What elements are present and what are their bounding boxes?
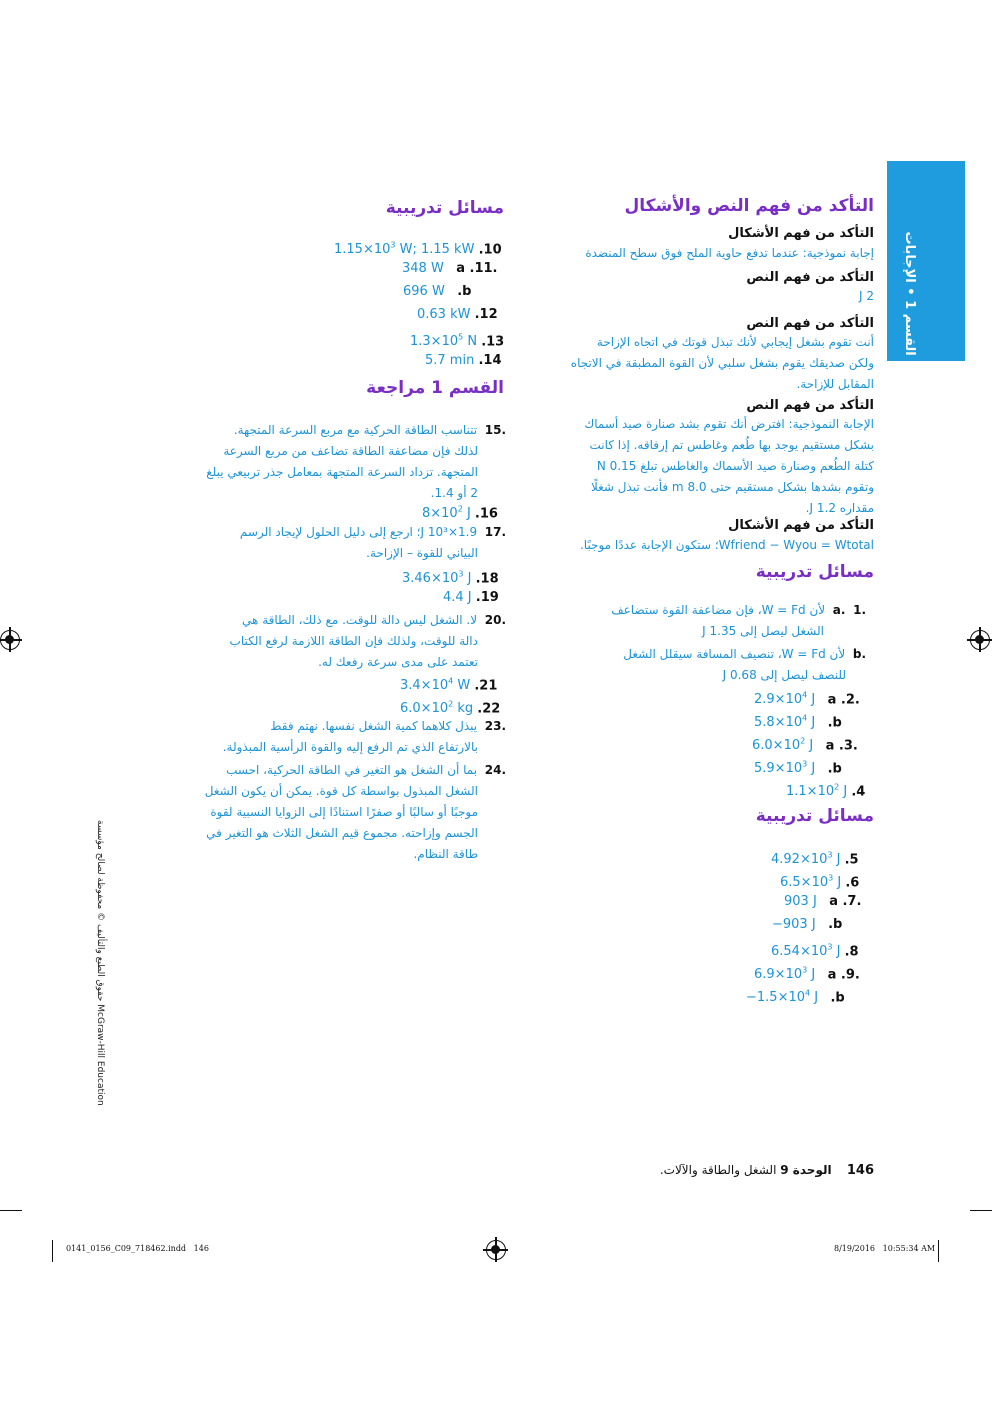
answer-line: بالارتفاع الذي تم الرفع إليه والقوة الرأسية المبذولة. — [222, 740, 478, 754]
registration-mark-bottom — [486, 1240, 506, 1260]
check-answer: إجابة نموذجية: عندما تدفع حاوية الملح فوق سطح المنضدة — [585, 246, 874, 260]
answer-line: الإجابة النموذجية: افترض أنك تقوم بشد صنارة صيد أسماك — [584, 417, 874, 431]
answer-line: الجسم وإزاحته. مجموع قيم الشغل الثلاث هو التغير في — [206, 826, 478, 840]
answer-3b: $5.9\times 10^3$ J .b — [754, 760, 842, 777]
answer-line: لذلك فإن مضاعفة الطاقة تضاعف من مربع السرعة — [223, 444, 478, 458]
copyright-notice: حقوق الطبع والتأليف © محفوظة لصالح مؤسسة McGraw-Hill Education — [95, 820, 105, 1106]
answer-line: الشغل المبذول بواسطة كل قوة. يمكن أن يكون الشغل — [204, 784, 478, 798]
answer-9a: $6.9\times 10^3$ J a .9. — [754, 966, 860, 983]
answer-line: كتلة الطُعم وصنارة صيد الأسماك والغاطس تبلغ 0.15 N — [596, 459, 874, 473]
unit-title: الشغل والطاقة والآلات. — [659, 1163, 777, 1177]
answer-line: الشغل ليصل إلى 1.35 J — [702, 624, 824, 638]
answer-line: المتجهة. تزداد السرعة المتجهة بمعامل جذر تربيعي يبلغ — [206, 465, 478, 479]
section-tab — [887, 161, 965, 361]
answer-14: 5.7 min .14 — [425, 353, 502, 368]
answer-22: $6.0\times 10^2$ kg .22 — [400, 700, 501, 717]
answer-20: .20 لا. الشغل ليس دالة للوقت. مع ذلك، الطاقة هي دالة للوقت، ولذلك فإن الطاقة اللازمة لرفع الكتاب تعتمد على مدى سرعة رفعك له. — [186, 610, 506, 673]
answer-19: 4.4 J .19 — [443, 590, 499, 605]
answer-line: يبذل كلاهما كمية الشغل نفسها. نهتم فقط — [270, 719, 478, 733]
answer-17: .17 1.9×10³ J؛ ارجع إلى دليل الحلول لإيجاد الرسم البياني للقوة – الإزاحة. — [186, 522, 506, 564]
registration-mark-right — [970, 630, 990, 650]
answer-line: ولكن صديقك يقوم بشغل سلبي لأن القوة المطبقة في الاتجاه — [570, 356, 874, 370]
answer-line: 2 أو 1.4. — [430, 486, 478, 500]
crop-mark — [970, 1210, 992, 1211]
answer-line: أنت تقوم بشغل إيجابي لأنك تبذل قوتك في اتجاه الإزاحة — [596, 335, 874, 349]
answer-line: بما أن الشغل هو التغير في الطاقة الحركية، احسب — [226, 763, 478, 777]
check-heading: التأكد من فهم النص — [746, 316, 874, 331]
answer-line: للنصف ليصل إلى 0.68 J — [722, 668, 846, 682]
answer-10: $1.15\times 10^3$ W; 1.15 kW .10 — [334, 241, 502, 258]
answer-2b: $5.8\times 10^4$ J .b — [754, 714, 842, 731]
answer-18: $3.46\times 10^3$ J .18 — [402, 570, 499, 587]
answer-15: .15 تتناسب الطاقة الحركية مع مربع السرعة المتجهة. لذلك فإن مضاعفة الطاقة تضاعف من مربع السرعة المتجهة. تزداد السرعة المتجهة بمعامل جذر تربيعي يبلغ 2 أو 1.4. — [186, 420, 506, 504]
check-heading: التأكد من فهم النص — [746, 270, 874, 285]
crop-mark — [938, 1240, 939, 1262]
answer-11a: 348 W a .11. — [402, 261, 498, 276]
answer-line: مقداره 1.2 J. — [805, 501, 874, 515]
check-heading: التأكد من فهم النص — [746, 398, 874, 413]
answer-7a: 903 J a .7. — [784, 894, 862, 909]
crop-mark — [0, 1210, 22, 1211]
print-timestamp: 8/19/2016 10:55:34 AM — [834, 1244, 936, 1253]
answer-line: لا. الشغل ليس دالة للوقت. مع ذلك، الطاقة هي — [242, 613, 478, 627]
section-review-heading: القسم 1 مراجعة — [366, 378, 504, 398]
answer-5: $4.92\times 10^3$ J .5 — [771, 851, 859, 868]
page-footer — [514, 1163, 874, 1178]
left-practice-heading: مسائل تدريبية — [385, 198, 504, 218]
answer-line: وتقوم بشدها بشكل مستقيم حتى 8.0 m فأنت تبذل شغلًا — [590, 480, 874, 494]
answer-2a: $2.9\times 10^4$ J a .2. — [754, 691, 860, 708]
right-section-heading: التأكد من فهم النص والأشكال — [624, 196, 874, 216]
answer-line: البياني للقوة – الإزاحة. — [366, 546, 478, 560]
problem-1b: .b لأن W = Fd، تنصيف المسافة سيقلل الشغل للنصف ليصل إلى 0.68 J — [546, 644, 866, 686]
answer-23: .23 يبذل كلاهما كمية الشغل نفسها. نهتم فقط بالارتفاع الذي تم الرفع إليه والقوة الرأسية المبذولة. — [186, 716, 506, 758]
answer-line: بشكل مستقيم يوجد بها طُعم وغاطس تم إرفاقه. إذا كانت — [589, 438, 874, 452]
section-tab-label: القسم 1 • الإجابات — [902, 231, 917, 356]
practice-heading: مسائل تدريبية — [755, 562, 874, 582]
copyright-notice-wrap — [91, 820, 105, 1120]
check-answer — [514, 414, 874, 519]
answer-7b: −903 J .b — [772, 917, 843, 932]
answer-6: $6.5\times 10^3$ J .6 — [780, 874, 860, 891]
answer-9b: $-1.5\times 10^4$ J .b — [746, 989, 845, 1006]
answer-line: موجبًا أو سالبًا أو صفرًا استنادًا إلى الزوايا النسبية لقوة — [210, 805, 478, 819]
answer-line: المقابل للإزاحة. — [796, 377, 874, 391]
answer-12: 0.63 kW .12 — [417, 307, 498, 322]
answer-16: $8\times 10^2$ J .16 — [422, 505, 498, 522]
check-heading: التأكد من فهم الأشكال — [728, 226, 874, 241]
answer-line: دالة للوقت، ولذلك فإن الطاقة اللازمة لرفع الكتاب — [229, 634, 478, 648]
problem-1a: .1 .a لأن W = Fd، فإن مضاعفة القوة ستضاعف الشغل ليصل إلى 1.35 J — [546, 600, 866, 642]
answer-line: 1.9×10³ J؛ ارجع إلى دليل الحلول لإيجاد الرسم — [239, 525, 478, 539]
check-answer — [514, 332, 874, 395]
answer-line: تعتمد على مدى سرعة رفعك له. — [318, 655, 478, 669]
answer-line: لأن W = Fd، فإن مضاعفة القوة ستضاعف — [611, 603, 826, 617]
answer-13: $1.3\times 10^5$ N .13 — [410, 333, 505, 350]
answer-8: $6.54\times 10^3$ J .8 — [771, 943, 859, 960]
answer-line: تتناسب الطاقة الحركية مع مربع السرعة المتجهة. — [233, 423, 478, 437]
answer-11b: 696 W .b — [403, 284, 472, 299]
crop-mark — [52, 1240, 53, 1262]
check-heading: التأكد من فهم الأشكال — [728, 518, 874, 533]
file-slug: 0141_0156_C09_718462.indd 146 — [66, 1244, 209, 1253]
practice-heading: مسائل تدريبية — [755, 806, 874, 826]
answer-24: .24 بما أن الشغل هو التغير في الطاقة الحركية، احسب الشغل المبذول بواسطة كل قوة. يمكن أن يكون الشغل موجبًا أو سالبًا أو صفرًا استنادًا إلى الزوايا النسبية لقوة الجسم وإزاحته. مجموع قيم الشغل الثلاث هو التغير في طاقة النظام. — [186, 760, 506, 865]
answer-4: $1.1\times 10^2$ J .4 — [786, 783, 866, 800]
answer-21: $3.4\times 10^4$ W .21 — [400, 677, 498, 694]
answer-3a: $6.0\times 10^2$ J a .3. — [752, 737, 858, 754]
check-answer: 2 J — [858, 289, 874, 303]
answer-line: طاقة النظام. — [413, 847, 478, 861]
check-answer: Wfriend − Wyou = Wtotal؛ ستكون الإجابة عددًا موجبًا. — [579, 538, 874, 552]
answer-line: لأن W = Fd، تنصيف المسافة سيقلل الشغل — [623, 647, 846, 661]
page-number: 146 — [846, 1163, 874, 1178]
unit-label: الوحدة 9 — [780, 1163, 832, 1177]
registration-mark-left — [0, 630, 20, 650]
